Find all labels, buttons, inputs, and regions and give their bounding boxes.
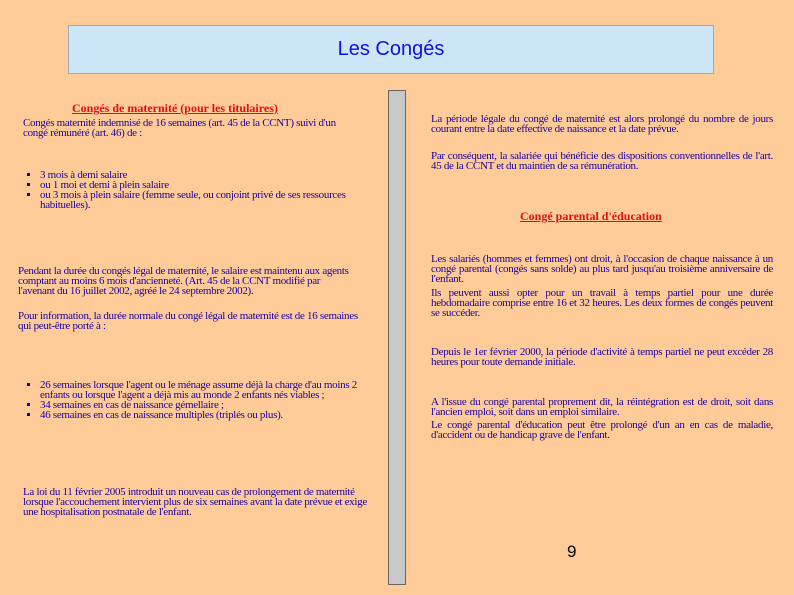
maternity-heading: Congés de maternité (pour les titulaires)	[72, 101, 278, 115]
column-divider	[388, 90, 406, 585]
right-para-4: Ils peuvent aussi opter pour un travail à temps partiel pour une durée hebdomadaire comprise entre 16 et 32 heures. Les deux formes de congés peuvent se succéder.	[431, 287, 773, 319]
maternity-options-list	[20, 170, 370, 210]
list-item: ▪ 46 semaines en cas de naissance multiples (triplés ou plus).	[40, 410, 370, 420]
page-number: 9	[567, 542, 577, 561]
right-para-7: Le congé parental d'éducation peut être prolongé d'un an en cas de maladie, d'accident ou de handicap grave de l'enfant.	[431, 419, 773, 441]
right-para-5: Depuis le 1er février 2000, la période d'activité à temps partiel ne peut excéder 28 heures pour toute demande initiale.	[431, 346, 773, 368]
maternity-intro: Congés maternité indemnisé de 16 semaines (art. 45 de la CCNT) suivi d'un congé rémunéré (art. 46) de :	[23, 117, 336, 139]
list-item: ▪ ou 1 moi et demi à plein salaire	[40, 180, 370, 190]
list-item: ▪ 34 semaines en cas de naissance gémellaire ;	[40, 400, 370, 410]
list-item: ▪ 26 semaines lorsque l'agent ou le ménage assume déjà la charge d'au moins 2 enfants ou lorsque l'agent a déjà mis au monde 2 enfants nés viables ;	[40, 380, 370, 400]
list-item: ▪ ou 3 mois à plein salaire (femme seule, ou conjoint privé de ses ressources habituelles).	[40, 190, 370, 210]
right-para-2: Par conséquent, la salariée qui bénéficie des dispositions conventionnelles de l'art. 45 de la CCNT et du maintien de sa rémunération.	[431, 150, 773, 172]
parental-heading: Congé parental d'éducation	[520, 209, 662, 223]
right-para-1: La période légale du congé de maternité est alors prolongé du nombre de jours courant entre la date effective de naissance et la date prévue.	[431, 113, 773, 135]
list-item: ▪ 3 mois à demi salaire	[40, 170, 370, 180]
salary-paragraph: Pendant la durée du congés légal de maternité, le salaire est maintenu aux agents comptant au moins 6 mois d'ancienneté. (Art. 45 de la CCNT modifié par l'avenant du 16 juillet 2002, agréé le 24 septembre 2002).	[18, 265, 349, 297]
right-para-3: Les salariés (hommes et femmes) ont droit, à l'occasion de chaque naissance à un congé parental (congés sans solde) au plus tard jusqu'au troisième anniversaire de l'enfant.	[431, 253, 773, 285]
right-para-6: A l'issue du congé parental proprement dit, la réintégration est de droit, soit dans l'ancien emploi, soit dans un emploi similaire.	[431, 396, 773, 418]
extensions-list	[20, 380, 370, 420]
duration-paragraph: Pour information, la durée normale du congé légal de maternité est de 16 semaines qui peut-être porté à :	[18, 310, 358, 332]
title-box	[68, 25, 714, 74]
page-title: Les Congés	[337, 38, 445, 60]
law-2005-paragraph: La loi du 11 février 2005 introduit un nouveau cas de prolongement de maternité lorsque l'accouchement intervient plus de six semaines avant la date prévue et exige une hospitalisation postnatale de l'enfant.	[23, 486, 367, 518]
